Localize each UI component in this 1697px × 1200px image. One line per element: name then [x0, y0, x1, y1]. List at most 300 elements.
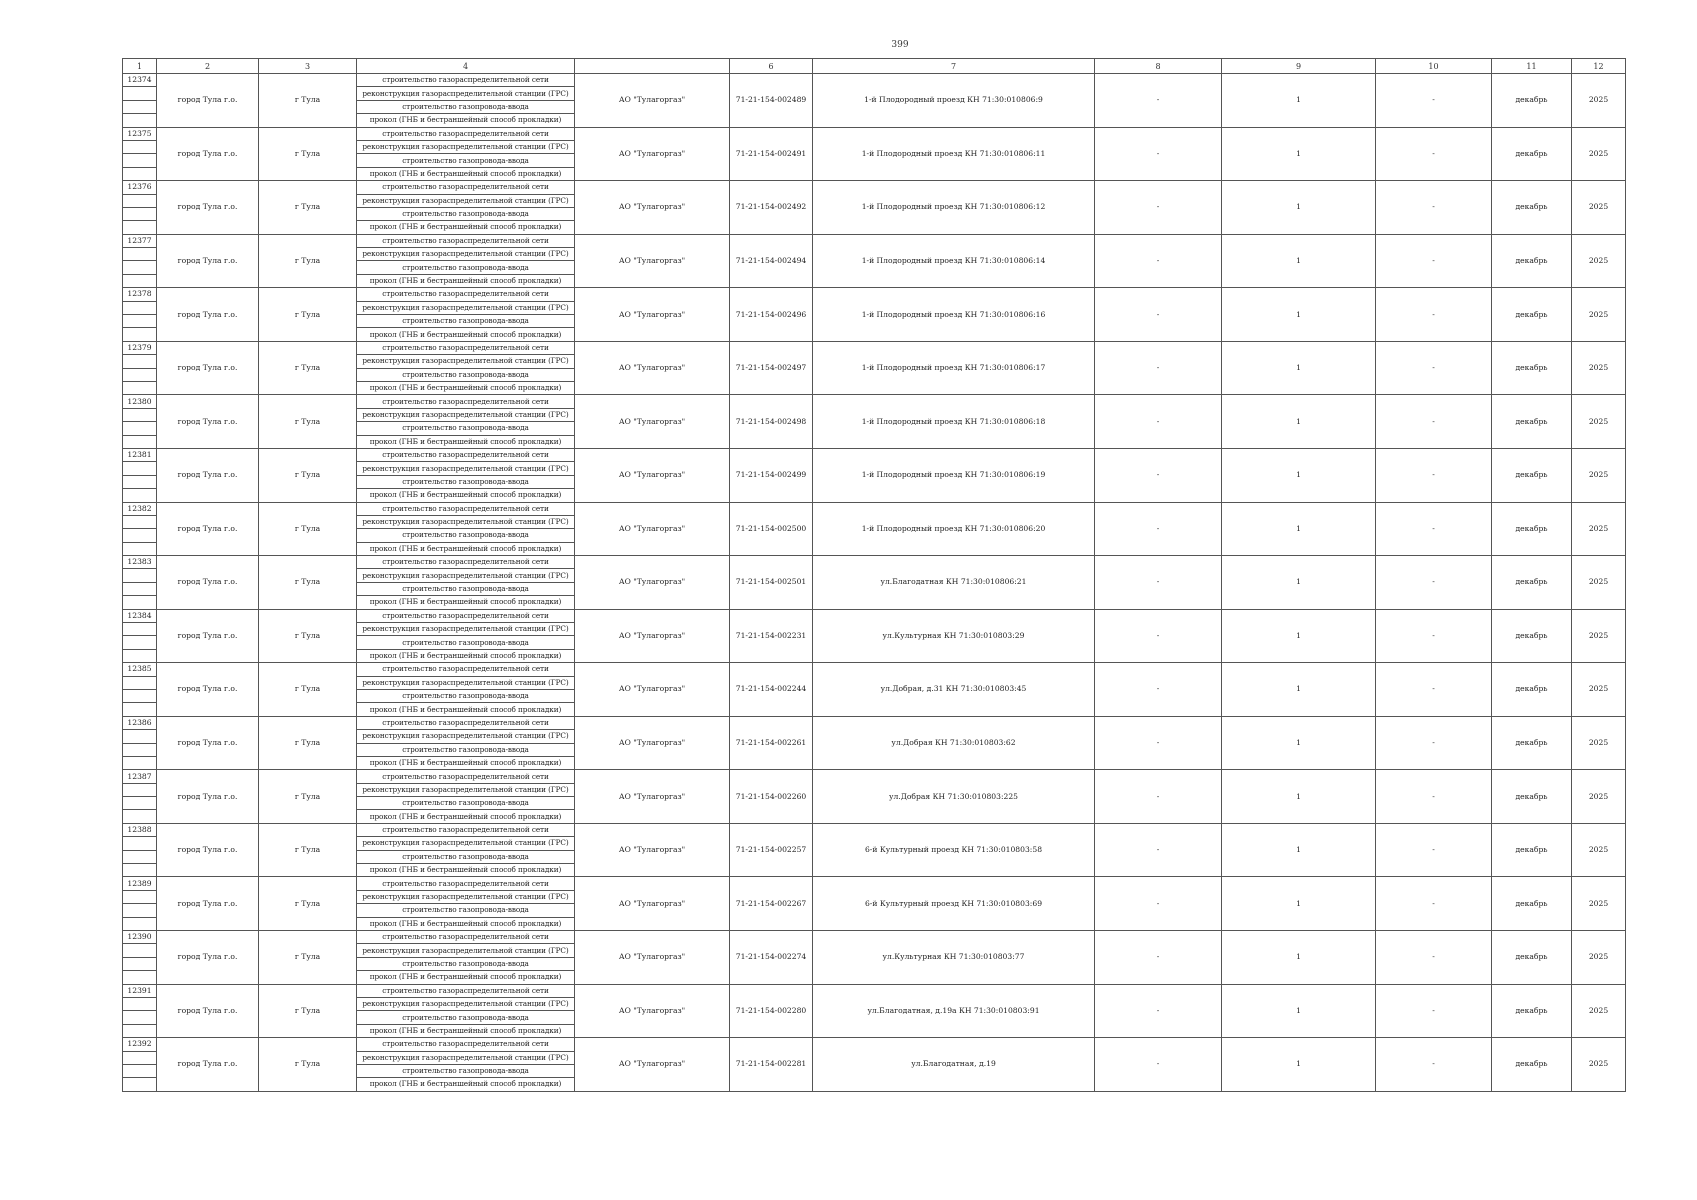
work-type-cell: строительство газораспределительной сети	[357, 181, 575, 194]
row-id-cell: 12375	[123, 127, 157, 140]
organization-cell: АО "Тулагоргаз"	[575, 234, 730, 288]
organization-cell: АО "Тулагоргаз"	[575, 556, 730, 610]
work-type-cell: реконструкция газораспределительной станции (ГРС)	[357, 890, 575, 903]
table-body	[123, 74, 1626, 1092]
row-id-cell: 12384	[123, 609, 157, 622]
empty-cell	[123, 649, 157, 662]
year-cell: 2025	[1572, 716, 1626, 770]
quantity-cell: 1	[1222, 877, 1376, 931]
address-cell: 1-й Плодородный проезд КН 71:30:010806:9	[813, 74, 1095, 128]
year-cell: 2025	[1572, 770, 1626, 824]
organization-cell: АО "Тулагоргаз"	[575, 1038, 730, 1092]
address-cell: 6-й Культурный проезд КН 71:30:010803:58	[813, 823, 1095, 877]
empty-cell	[123, 435, 157, 448]
row-id-cell: 12378	[123, 288, 157, 301]
year-cell: 2025	[1572, 609, 1626, 663]
column-8-cell: -	[1095, 502, 1222, 556]
month-cell: декабрь	[1492, 288, 1572, 342]
work-type-cell: прокол (ГНБ и бестраншейный способ прокладки)	[357, 381, 575, 394]
address-cell: ул.Добрая, д.31 КН 71:30:010803:45	[813, 663, 1095, 717]
address-cell: 6-й Культурный проезд КН 71:30:010803:69	[813, 877, 1095, 931]
empty-cell	[123, 100, 157, 113]
month-cell: декабрь	[1492, 74, 1572, 128]
settlement-cell: г Тула	[259, 716, 357, 770]
address-cell: 1-й Плодородный проезд КН 71:30:010806:20	[813, 502, 1095, 556]
work-type-cell: строительство газопровода-ввода	[357, 904, 575, 917]
work-type-cell: строительство газораспределительной сети	[357, 502, 575, 515]
municipality-cell: город Тула г.о.	[157, 395, 259, 449]
empty-cell	[123, 355, 157, 368]
work-type-cell: прокол (ГНБ и бестраншейный способ прокладки)	[357, 756, 575, 769]
address-cell: ул.Культурная КН 71:30:010803:77	[813, 931, 1095, 985]
empty-cell	[123, 221, 157, 234]
work-type-cell: реконструкция газораспределительной станции (ГРС)	[357, 515, 575, 528]
municipality-cell: город Тула г.о.	[157, 341, 259, 395]
organization-cell: АО "Тулагоргаз"	[575, 395, 730, 449]
work-type-cell: реконструкция газораспределительной станции (ГРС)	[357, 730, 575, 743]
address-cell: ул.Добрая КН 71:30:010803:225	[813, 770, 1095, 824]
municipality-cell: город Тула г.о.	[157, 288, 259, 342]
empty-cell	[123, 582, 157, 595]
empty-cell	[123, 248, 157, 261]
column-10-cell: -	[1376, 609, 1492, 663]
empty-cell	[123, 261, 157, 274]
row-id-cell: 12385	[123, 663, 157, 676]
settlement-cell: г Тула	[259, 341, 357, 395]
column-8-cell: -	[1095, 74, 1222, 128]
quantity-cell: 1	[1222, 823, 1376, 877]
work-type-cell: строительство газораспределительной сети	[357, 341, 575, 354]
work-type-cell: строительство газопровода-ввода	[357, 475, 575, 488]
work-type-cell: прокол (ГНБ и бестраншейный способ прокладки)	[357, 864, 575, 877]
address-cell: ул.Благодатная, д.19	[813, 1038, 1095, 1092]
work-type-cell: прокол (ГНБ и бестраншейный способ прокладки)	[357, 274, 575, 287]
month-cell: декабрь	[1492, 127, 1572, 181]
organization-cell: АО "Тулагоргаз"	[575, 609, 730, 663]
settlement-cell: г Тула	[259, 181, 357, 235]
work-type-cell: строительство газораспределительной сети	[357, 770, 575, 783]
work-type-cell: реконструкция газораспределительной станции (ГРС)	[357, 944, 575, 957]
work-type-cell: прокол (ГНБ и бестраншейный способ прокладки)	[357, 649, 575, 662]
empty-cell	[123, 957, 157, 970]
column-10-cell: -	[1376, 448, 1492, 502]
settlement-cell: г Тула	[259, 663, 357, 717]
column-10-cell: -	[1376, 234, 1492, 288]
object-code-cell: 71-21-154-002501	[730, 556, 813, 610]
table-row	[123, 234, 1626, 247]
month-cell: декабрь	[1492, 931, 1572, 985]
municipality-cell: город Тула г.о.	[157, 74, 259, 128]
work-type-cell: строительство газопровода-ввода	[357, 636, 575, 649]
column-8-cell: -	[1095, 663, 1222, 717]
work-type-cell: строительство газопровода-ввода	[357, 368, 575, 381]
table-row	[123, 931, 1626, 944]
column-8-cell: -	[1095, 234, 1222, 288]
year-cell: 2025	[1572, 823, 1626, 877]
settlement-cell: г Тула	[259, 931, 357, 985]
work-type-cell: строительство газопровода-ввода	[357, 315, 575, 328]
settlement-cell: г Тула	[259, 823, 357, 877]
column-header: 1	[123, 59, 157, 74]
settlement-cell: г Тула	[259, 395, 357, 449]
year-cell: 2025	[1572, 502, 1626, 556]
municipality-cell: город Тула г.о.	[157, 931, 259, 985]
empty-cell	[123, 489, 157, 502]
table-row	[123, 984, 1626, 997]
month-cell: декабрь	[1492, 609, 1572, 663]
row-id-cell: 12382	[123, 502, 157, 515]
address-cell: 1-й Плодородный проезд КН 71:30:010806:17	[813, 341, 1095, 395]
organization-cell: АО "Тулагоргаз"	[575, 823, 730, 877]
row-id-cell: 12376	[123, 181, 157, 194]
work-type-cell: прокол (ГНБ и бестраншейный способ прокладки)	[357, 435, 575, 448]
work-type-cell: строительство газопровода-ввода	[357, 261, 575, 274]
column-10-cell: -	[1376, 984, 1492, 1038]
column-header: 10	[1376, 59, 1492, 74]
column-header: 6	[730, 59, 813, 74]
work-type-cell: строительство газораспределительной сети	[357, 448, 575, 461]
column-10-cell: -	[1376, 823, 1492, 877]
column-header: 12	[1572, 59, 1626, 74]
table-row	[123, 609, 1626, 622]
year-cell: 2025	[1572, 74, 1626, 128]
settlement-cell: г Тула	[259, 288, 357, 342]
empty-cell	[123, 529, 157, 542]
work-type-cell: строительство газораспределительной сети	[357, 931, 575, 944]
table-row	[123, 823, 1626, 836]
municipality-cell: город Тула г.о.	[157, 663, 259, 717]
row-id-cell: 12390	[123, 931, 157, 944]
work-type-cell: реконструкция газораспределительной станции (ГРС)	[357, 408, 575, 421]
work-type-cell: строительство газораспределительной сети	[357, 556, 575, 569]
address-cell: 1-й Плодородный проезд КН 71:30:010806:14	[813, 234, 1095, 288]
municipality-cell: город Тула г.о.	[157, 609, 259, 663]
work-type-cell: реконструкция газораспределительной станции (ГРС)	[357, 248, 575, 261]
empty-cell	[123, 154, 157, 167]
table-row	[123, 127, 1626, 140]
year-cell: 2025	[1572, 181, 1626, 235]
column-10-cell: -	[1376, 770, 1492, 824]
year-cell: 2025	[1572, 1038, 1626, 1092]
column-10-cell: -	[1376, 341, 1492, 395]
empty-cell	[123, 636, 157, 649]
address-cell: 1-й Плодородный проезд КН 71:30:010806:19	[813, 448, 1095, 502]
column-10-cell: -	[1376, 931, 1492, 985]
empty-cell	[123, 864, 157, 877]
column-8-cell: -	[1095, 341, 1222, 395]
column-header: 2	[157, 59, 259, 74]
column-10-cell: -	[1376, 663, 1492, 717]
row-id-cell: 12391	[123, 984, 157, 997]
work-type-cell: строительство газопровода-ввода	[357, 689, 575, 702]
object-code-cell: 71-21-154-002257	[730, 823, 813, 877]
address-cell: 1-й Плодородный проезд КН 71:30:010806:11	[813, 127, 1095, 181]
month-cell: декабрь	[1492, 448, 1572, 502]
empty-cell	[123, 730, 157, 743]
work-type-cell: реконструкция газораспределительной станции (ГРС)	[357, 1051, 575, 1064]
empty-cell	[123, 475, 157, 488]
column-8-cell: -	[1095, 716, 1222, 770]
object-code-cell: 71-21-154-002492	[730, 181, 813, 235]
empty-cell	[123, 114, 157, 127]
column-8-cell: -	[1095, 877, 1222, 931]
object-code-cell: 71-21-154-002280	[730, 984, 813, 1038]
settlement-cell: г Тула	[259, 127, 357, 181]
quantity-cell: 1	[1222, 556, 1376, 610]
quantity-cell: 1	[1222, 663, 1376, 717]
quantity-cell: 1	[1222, 288, 1376, 342]
quantity-cell: 1	[1222, 127, 1376, 181]
object-code-cell: 71-21-154-002261	[730, 716, 813, 770]
settlement-cell: г Тула	[259, 770, 357, 824]
empty-cell	[123, 1078, 157, 1091]
work-type-cell: прокол (ГНБ и бестраншейный способ прокладки)	[357, 328, 575, 341]
work-type-cell: реконструкция газораспределительной станции (ГРС)	[357, 462, 575, 475]
work-type-cell: строительство газопровода-ввода	[357, 743, 575, 756]
month-cell: декабрь	[1492, 877, 1572, 931]
municipality-cell: город Тула г.о.	[157, 502, 259, 556]
year-cell: 2025	[1572, 395, 1626, 449]
work-type-cell: строительство газораспределительной сети	[357, 823, 575, 836]
empty-cell	[123, 542, 157, 555]
quantity-cell: 1	[1222, 931, 1376, 985]
year-cell: 2025	[1572, 931, 1626, 985]
column-header: 3	[259, 59, 357, 74]
month-cell: декабрь	[1492, 502, 1572, 556]
work-type-cell: строительство газораспределительной сети	[357, 288, 575, 301]
work-type-cell: строительство газопровода-ввода	[357, 529, 575, 542]
row-id-cell: 12379	[123, 341, 157, 354]
work-type-cell: строительство газораспределительной сети	[357, 1038, 575, 1051]
empty-cell	[123, 569, 157, 582]
column-10-cell: -	[1376, 181, 1492, 235]
work-type-cell: реконструкция газораспределительной станции (ГРС)	[357, 997, 575, 1010]
municipality-cell: город Тула г.о.	[157, 823, 259, 877]
table-row	[123, 448, 1626, 461]
work-type-cell: реконструкция газораспределительной станции (ГРС)	[357, 194, 575, 207]
address-cell: ул.Добрая КН 71:30:010803:62	[813, 716, 1095, 770]
header-row	[123, 59, 1626, 74]
work-type-cell: строительство газопровода-ввода	[357, 957, 575, 970]
register-table	[122, 58, 1626, 1092]
empty-cell	[123, 167, 157, 180]
table-row	[123, 288, 1626, 301]
row-id-cell: 12381	[123, 448, 157, 461]
municipality-cell: город Тула г.о.	[157, 234, 259, 288]
municipality-cell: город Тула г.о.	[157, 770, 259, 824]
work-type-cell: строительство газораспределительной сети	[357, 74, 575, 87]
empty-cell	[123, 1024, 157, 1037]
organization-cell: АО "Тулагоргаз"	[575, 181, 730, 235]
work-type-cell: прокол (ГНБ и бестраншейный способ прокладки)	[357, 596, 575, 609]
work-type-cell: реконструкция газораспределительной станции (ГРС)	[357, 569, 575, 582]
work-type-cell: строительство газораспределительной сети	[357, 395, 575, 408]
table-row	[123, 395, 1626, 408]
empty-cell	[123, 703, 157, 716]
settlement-cell: г Тула	[259, 502, 357, 556]
address-cell: ул.Культурная КН 71:30:010803:29	[813, 609, 1095, 663]
object-code-cell: 71-21-154-002281	[730, 1038, 813, 1092]
empty-cell	[123, 422, 157, 435]
column-8-cell: -	[1095, 181, 1222, 235]
work-type-cell: прокол (ГНБ и бестраншейный способ прокладки)	[357, 703, 575, 716]
object-code-cell: 71-21-154-002497	[730, 341, 813, 395]
work-type-cell: прокол (ГНБ и бестраншейный способ прокладки)	[357, 221, 575, 234]
month-cell: декабрь	[1492, 341, 1572, 395]
settlement-cell: г Тула	[259, 877, 357, 931]
work-type-cell: строительство газопровода-ввода	[357, 207, 575, 220]
table-row	[123, 770, 1626, 783]
empty-cell	[123, 810, 157, 823]
address-cell: 1-й Плодородный проезд КН 71:30:010806:12	[813, 181, 1095, 235]
quantity-cell: 1	[1222, 609, 1376, 663]
empty-cell	[123, 140, 157, 153]
row-id-cell: 12380	[123, 395, 157, 408]
municipality-cell: город Тула г.о.	[157, 877, 259, 931]
empty-cell	[123, 207, 157, 220]
work-type-cell: прокол (ГНБ и бестраншейный способ прокладки)	[357, 114, 575, 127]
work-type-cell: реконструкция газораспределительной станции (ГРС)	[357, 301, 575, 314]
column-10-cell: -	[1376, 395, 1492, 449]
year-cell: 2025	[1572, 984, 1626, 1038]
column-10-cell: -	[1376, 716, 1492, 770]
row-id-cell: 12383	[123, 556, 157, 569]
column-10-cell: -	[1376, 127, 1492, 181]
empty-cell	[123, 381, 157, 394]
month-cell: декабрь	[1492, 823, 1572, 877]
column-10-cell: -	[1376, 556, 1492, 610]
empty-cell	[123, 743, 157, 756]
empty-cell	[123, 315, 157, 328]
quantity-cell: 1	[1222, 341, 1376, 395]
object-code-cell: 71-21-154-002496	[730, 288, 813, 342]
empty-cell	[123, 944, 157, 957]
municipality-cell: город Тула г.о.	[157, 1038, 259, 1092]
work-type-cell: строительство газопровода-ввода	[357, 1011, 575, 1024]
organization-cell: АО "Тулагоргаз"	[575, 127, 730, 181]
column-header	[575, 59, 730, 74]
month-cell: декабрь	[1492, 395, 1572, 449]
row-id-cell: 12386	[123, 716, 157, 729]
work-type-cell: строительство газораспределительной сети	[357, 127, 575, 140]
organization-cell: АО "Тулагоргаз"	[575, 74, 730, 128]
organization-cell: АО "Тулагоргаз"	[575, 288, 730, 342]
organization-cell: АО "Тулагоргаз"	[575, 877, 730, 931]
work-type-cell: прокол (ГНБ и бестраншейный способ прокладки)	[357, 1024, 575, 1037]
quantity-cell: 1	[1222, 1038, 1376, 1092]
month-cell: декабрь	[1492, 181, 1572, 235]
address-cell: ул.Благодатная КН 71:30:010806:21	[813, 556, 1095, 610]
organization-cell: АО "Тулагоргаз"	[575, 770, 730, 824]
address-cell: 1-й Плодородный проезд КН 71:30:010806:18	[813, 395, 1095, 449]
table-row	[123, 502, 1626, 515]
settlement-cell: г Тула	[259, 1038, 357, 1092]
address-cell: 1-й Плодородный проезд КН 71:30:010806:16	[813, 288, 1095, 342]
year-cell: 2025	[1572, 234, 1626, 288]
quantity-cell: 1	[1222, 770, 1376, 824]
empty-cell	[123, 596, 157, 609]
settlement-cell: г Тула	[259, 234, 357, 288]
organization-cell: АО "Тулагоргаз"	[575, 984, 730, 1038]
object-code-cell: 71-21-154-002274	[730, 931, 813, 985]
column-10-cell: -	[1376, 74, 1492, 128]
work-type-cell: прокол (ГНБ и бестраншейный способ прокладки)	[357, 542, 575, 555]
row-id-cell: 12374	[123, 74, 157, 87]
empty-cell	[123, 971, 157, 984]
column-header: 9	[1222, 59, 1376, 74]
empty-cell	[123, 756, 157, 769]
work-type-cell: реконструкция газораспределительной станции (ГРС)	[357, 837, 575, 850]
organization-cell: АО "Тулагоргаз"	[575, 502, 730, 556]
work-type-cell: реконструкция газораспределительной станции (ГРС)	[357, 623, 575, 636]
column-8-cell: -	[1095, 395, 1222, 449]
empty-cell	[123, 797, 157, 810]
empty-cell	[123, 917, 157, 930]
organization-cell: АО "Тулагоргаз"	[575, 931, 730, 985]
empty-cell	[123, 997, 157, 1010]
empty-cell	[123, 274, 157, 287]
empty-cell	[123, 676, 157, 689]
table-row	[123, 556, 1626, 569]
year-cell: 2025	[1572, 877, 1626, 931]
work-type-cell: строительство газопровода-ввода	[357, 797, 575, 810]
quantity-cell: 1	[1222, 502, 1376, 556]
municipality-cell: город Тула г.о.	[157, 127, 259, 181]
object-code-cell: 71-21-154-002494	[730, 234, 813, 288]
column-10-cell: -	[1376, 877, 1492, 931]
object-code-cell: 71-21-154-002267	[730, 877, 813, 931]
empty-cell	[123, 850, 157, 863]
quantity-cell: 1	[1222, 234, 1376, 288]
month-cell: декабрь	[1492, 984, 1572, 1038]
quantity-cell: 1	[1222, 395, 1376, 449]
work-type-cell: строительство газопровода-ввода	[357, 1064, 575, 1077]
organization-cell: АО "Тулагоргаз"	[575, 663, 730, 717]
empty-cell	[123, 194, 157, 207]
table-row	[123, 1038, 1626, 1051]
object-code-cell: 71-21-154-002491	[730, 127, 813, 181]
empty-cell	[123, 623, 157, 636]
table-row	[123, 663, 1626, 676]
column-10-cell: -	[1376, 288, 1492, 342]
quantity-cell: 1	[1222, 984, 1376, 1038]
work-type-cell: строительство газораспределительной сети	[357, 716, 575, 729]
empty-cell	[123, 328, 157, 341]
month-cell: декабрь	[1492, 716, 1572, 770]
column-10-cell: -	[1376, 502, 1492, 556]
column-8-cell: -	[1095, 288, 1222, 342]
row-id-cell: 12389	[123, 877, 157, 890]
work-type-cell: прокол (ГНБ и бестраншейный способ прокладки)	[357, 810, 575, 823]
empty-cell	[123, 689, 157, 702]
row-id-cell: 12377	[123, 234, 157, 247]
empty-cell	[123, 1011, 157, 1024]
work-type-cell: строительство газораспределительной сети	[357, 609, 575, 622]
empty-cell	[123, 368, 157, 381]
empty-cell	[123, 87, 157, 100]
column-8-cell: -	[1095, 823, 1222, 877]
empty-cell	[123, 783, 157, 796]
settlement-cell: г Тула	[259, 448, 357, 502]
empty-cell	[123, 1064, 157, 1077]
empty-cell	[123, 462, 157, 475]
quantity-cell: 1	[1222, 74, 1376, 128]
work-type-cell: строительство газопровода-ввода	[357, 100, 575, 113]
column-8-cell: -	[1095, 127, 1222, 181]
column-8-cell: -	[1095, 770, 1222, 824]
quantity-cell: 1	[1222, 716, 1376, 770]
municipality-cell: город Тула г.о.	[157, 984, 259, 1038]
